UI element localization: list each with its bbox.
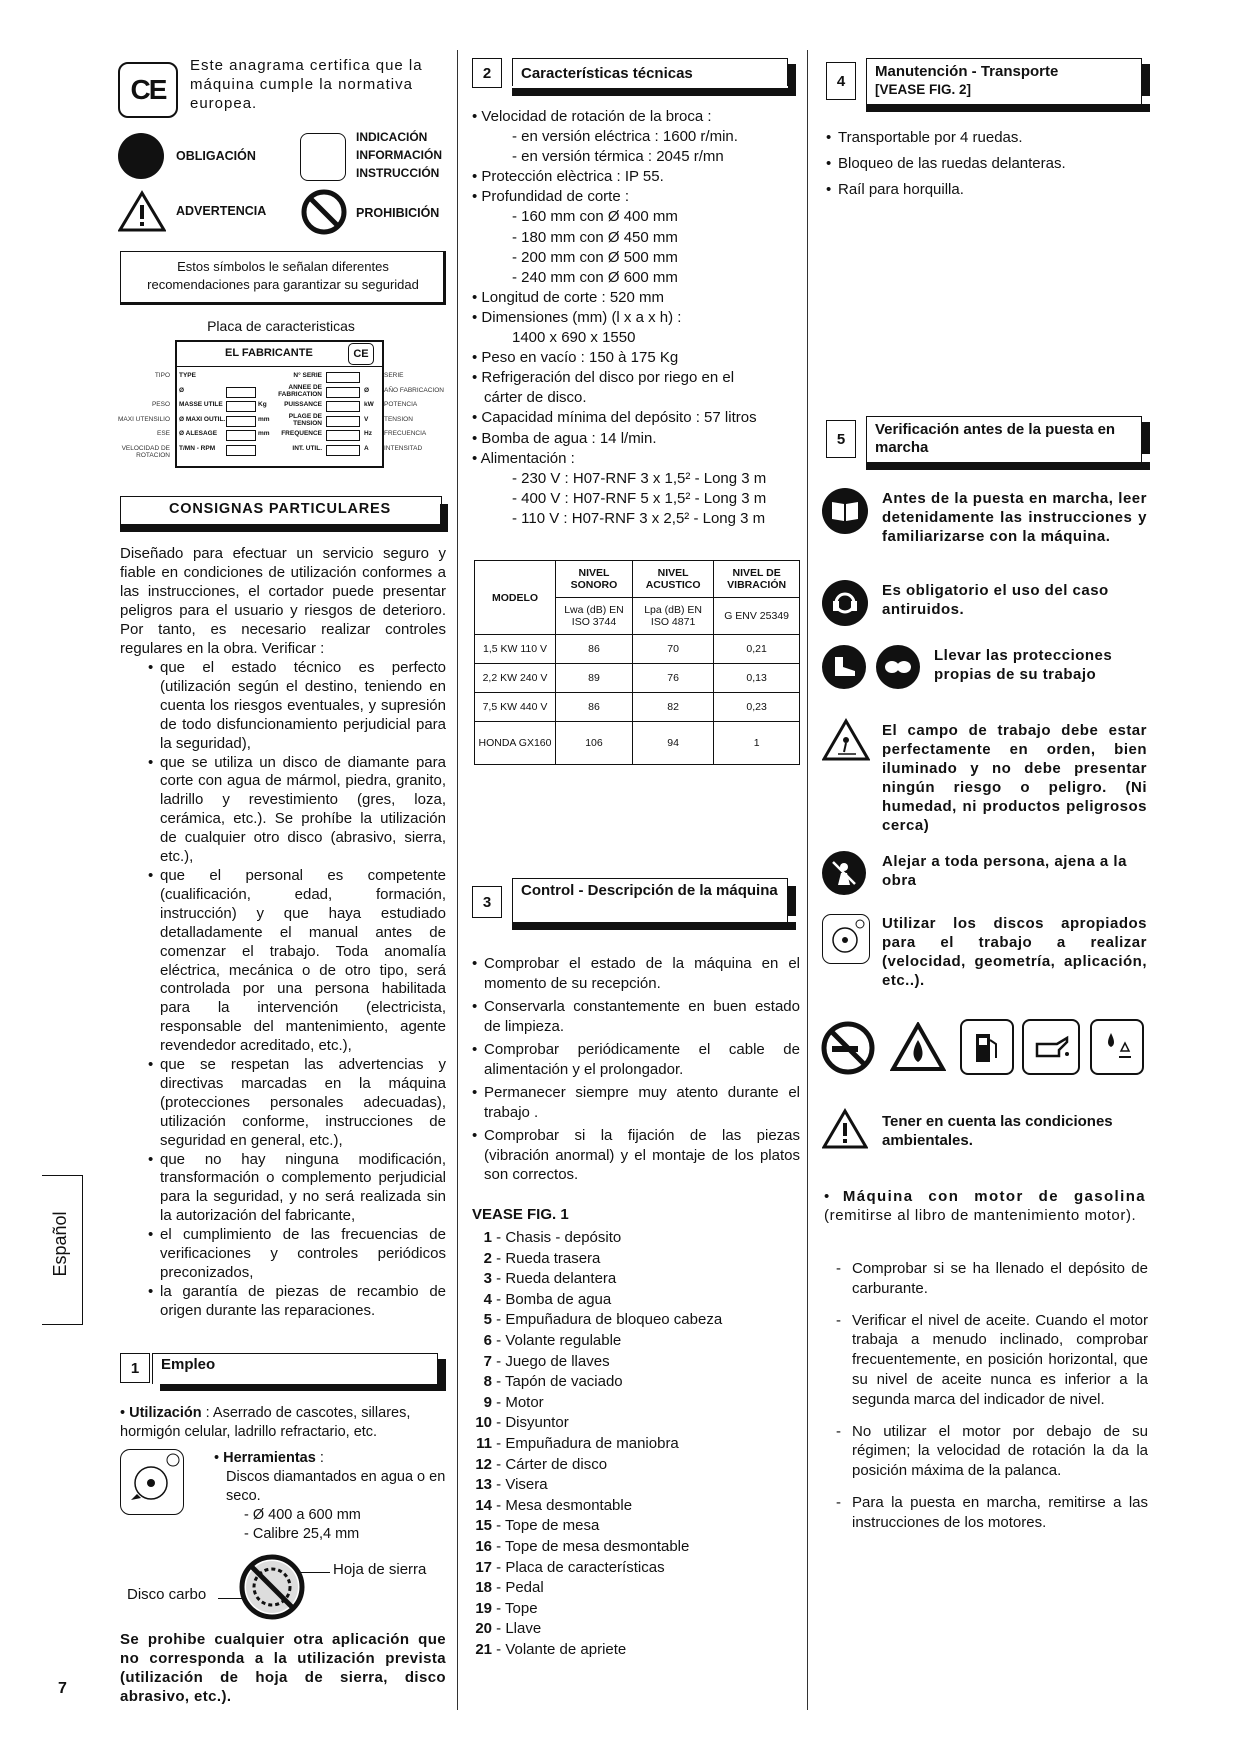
spec-line: • Protección elèctrica : IP 55. xyxy=(472,168,664,186)
control-item: • Permanecer siempre muy atento durante el trabajo . xyxy=(472,1083,800,1122)
transport-item: • Bloqueo de las ruedas delanteras. xyxy=(826,151,1146,177)
list-item xyxy=(472,1413,802,1434)
list-item xyxy=(472,1434,802,1455)
gas-intro: • Máquina con motor de gasolina (remitirse al libro de mantenimiento motor). xyxy=(824,1188,1146,1224)
no-smoking-icon xyxy=(820,1020,876,1076)
list-item xyxy=(472,1352,802,1373)
plate-label: ESE xyxy=(156,430,170,437)
list-item xyxy=(472,1537,802,1558)
list-item-number: 3 xyxy=(483,1270,492,1288)
table-row xyxy=(475,664,800,693)
page-number: 7 xyxy=(58,1680,67,1697)
advertencia-label: ADVERTENCIA xyxy=(176,204,267,218)
spec-line: - 180 mm con Ø 450 mm xyxy=(512,228,678,246)
section-3-title: Control - Descripción de la máquina xyxy=(512,878,788,922)
plate-label: V xyxy=(364,415,369,423)
list-item xyxy=(472,1496,802,1517)
plate-label: A xyxy=(364,444,369,452)
obligation-circle-icon xyxy=(118,133,164,179)
list-item-number: 5 xyxy=(483,1311,492,1329)
table-cell: 1 xyxy=(714,722,800,765)
table-cell: 94 xyxy=(632,722,713,765)
plate-label: kW xyxy=(364,401,374,408)
list-item-text: - Empuñadura de bloqueo cabeza xyxy=(492,1311,723,1329)
section-1-number: 1 xyxy=(120,1353,150,1383)
prohibicion-label: PROHIBICIÓN xyxy=(356,206,440,220)
consignas-header-rshadow xyxy=(440,504,448,532)
table-subheader: Lpa (dB) EN ISO 4871 xyxy=(632,598,713,635)
plate-label: PUISSANCE xyxy=(284,401,322,408)
fig1-title: VEASE FIG. 1 xyxy=(472,1206,569,1223)
list-item-text: - Volante regulable xyxy=(492,1331,622,1349)
plate-field xyxy=(326,387,360,398)
spec-line: • Alimentación : xyxy=(472,449,575,467)
table-row xyxy=(475,693,800,722)
ce-description: Este anagrama certifica que la máquina cumple la normativa europea. xyxy=(190,57,423,112)
list-item-number: 7 xyxy=(483,1352,492,1370)
table-row xyxy=(475,635,800,664)
list-item-number: 15 xyxy=(475,1517,492,1535)
spec-line: • Peso en vacío : 150 à 175 Kg xyxy=(472,349,679,367)
section-4-header xyxy=(826,58,1142,97)
consignas-list xyxy=(148,659,446,1321)
control-item: • Comprobar el estado de la máquina en el momento de su recepción. xyxy=(472,954,800,993)
plate-label: mm xyxy=(258,430,270,437)
herramientas-size-2: - Calibre 25,4 mm xyxy=(244,1526,360,1542)
water-level-icon xyxy=(1090,1019,1144,1075)
list-item-text: - Tope de mesa xyxy=(492,1517,600,1535)
table-header: NIVEL DE VIBRACIÓN xyxy=(714,561,800,598)
transport-list xyxy=(826,125,1146,203)
transport-item: • Raíl para horquilla. xyxy=(826,177,1146,203)
list-item-text: - Cárter de disco xyxy=(492,1455,608,1473)
list-item-number: 21 xyxy=(475,1640,492,1658)
spec-line: - 230 V : H07-RNF 3 x 1,5² - Long 3 m xyxy=(512,469,767,487)
list-item xyxy=(472,1290,802,1311)
section-4-number: 4 xyxy=(826,62,856,100)
spec-line: • Longitud de corte : 520 mm xyxy=(472,288,665,306)
list-item-number: 16 xyxy=(475,1537,492,1555)
table-cell: 76 xyxy=(632,664,713,693)
indication-square-icon xyxy=(300,133,346,181)
plate-field xyxy=(226,445,256,456)
appropriate-disc-icon xyxy=(822,914,870,964)
spec-line: - 200 mm con Ø 500 mm xyxy=(512,248,678,266)
spec-line: - 400 V : H07-RNF 5 x 1,5² - Long 3 m xyxy=(512,489,767,507)
spec-line: • Profundidad de corte : xyxy=(472,188,630,206)
hoja-pointer xyxy=(300,1572,330,1573)
plate-label: Ø ALESAGE xyxy=(179,430,218,437)
utilizacion-text: • Utilización : Aserrado de cascotes, sillares, hormigón celular, ladrillo refractario, etc. xyxy=(120,1405,411,1440)
list-item xyxy=(472,1393,802,1414)
ce-mark-icon: CE xyxy=(118,62,178,118)
table-cell: 82 xyxy=(632,693,713,722)
ear-protection-icon xyxy=(822,580,868,626)
ambient-text: Tener en cuenta las condiciones ambientales. xyxy=(882,1113,1113,1149)
section-3-number: 3 xyxy=(472,886,502,918)
consignas-item: • que el estado técnico es perfecto (utilización según el destino, teniendo en cuenta los riesgos eventuales, y supresión de todo disfuncionamiento perjudicial para la seguridad), xyxy=(148,659,446,754)
plate-label: T/MN - RPM xyxy=(179,444,216,452)
flammable-warning-icon xyxy=(890,1022,946,1072)
list-item-number: 12 xyxy=(475,1455,492,1473)
control-item: • Comprobar periódicamente el cable de alimentación y el prolongador. xyxy=(472,1040,800,1079)
plate-field xyxy=(326,401,360,412)
plate-label: VELOCIDAD DE ROTACION xyxy=(121,444,170,459)
check-item-6: Utilizar los discos apropiados para el trabajo a realizar (velocidad, geometría, aplicación, etc..). xyxy=(882,915,1147,989)
check-item-1: Antes de la puesta en marcha, leer detenidamente las instrucciones y familiarizarse con la máquina. xyxy=(882,490,1147,545)
plate-label: TENSION xyxy=(384,415,413,423)
transport-item: • Transportable por 4 ruedas. xyxy=(826,125,1146,151)
table-header: NIVEL ACUSTICO xyxy=(632,561,713,598)
table-subheader: G ENV 25349 xyxy=(714,598,800,635)
list-item-text: - Pedal xyxy=(492,1579,544,1597)
plate-title: Placa de caracteristicas xyxy=(207,318,355,334)
list-item-text: - Tope xyxy=(492,1599,538,1617)
section-5-number: 5 xyxy=(826,420,856,458)
obligacion-label: OBLIGACIÓN xyxy=(176,149,256,163)
plate-label: mm xyxy=(258,415,270,423)
list-item-text: - Llave xyxy=(492,1620,542,1638)
plate-field xyxy=(226,416,256,427)
section-5-title: Verificación antes de la puesta en marcha xyxy=(866,416,1142,462)
consignas-item: • que no hay ninguna modificación, transformación o complemento perjudicial para la seguridad, y no será realizada sin la autorización del fabricante, xyxy=(148,1151,446,1227)
section-2-number: 2 xyxy=(472,58,502,88)
plate-ce-icon: CE xyxy=(348,343,374,365)
plate-field xyxy=(226,387,256,398)
list-item-number: 8 xyxy=(483,1373,492,1391)
hoja-label: Hoja de sierra xyxy=(333,1561,427,1578)
section-3-header xyxy=(472,878,788,911)
table-cell: 0,13 xyxy=(714,664,800,693)
table-cell: HONDA GX160 xyxy=(475,722,556,765)
list-item xyxy=(472,1331,802,1352)
table-cell: 86 xyxy=(556,635,633,664)
control-list xyxy=(472,954,800,1185)
list-item-text: - Disyuntor xyxy=(492,1414,569,1432)
manual-book-icon xyxy=(822,488,868,534)
list-item-text: - Rueda trasera xyxy=(492,1249,601,1267)
plate-label: MAXI UTENSILIO xyxy=(117,415,170,423)
list-item-number: 6 xyxy=(483,1331,492,1349)
herramientas-desc: Discos diamantados en agua o en seco. xyxy=(226,1469,446,1504)
ambient-warning-icon xyxy=(822,1108,868,1150)
table-cell: 1,5 KW 110 V xyxy=(475,635,556,664)
list-item-number: 2 xyxy=(483,1249,492,1267)
noise-vibration-table xyxy=(474,560,800,765)
herramientas-size-1: - Ø 400 a 600 mm xyxy=(244,1507,361,1523)
spec-line: • Refrigeración del disco por riego en el xyxy=(472,369,735,387)
plate-field xyxy=(226,401,256,412)
plate-label: PLAGE DE TENSION xyxy=(288,412,322,427)
plate-label: ANNEE DE FABRICATION xyxy=(278,383,322,398)
indicacion-label-2: INFORMACIÓN xyxy=(356,148,442,162)
list-item-text: - Chasis - depósito xyxy=(492,1229,622,1246)
disco-pointer xyxy=(218,1598,244,1599)
symbols-note: Estos símbolos le señalan diferentes recomendaciones para garantizar su seguridad xyxy=(147,259,419,292)
plate-field xyxy=(326,430,360,441)
plate-label: Ø xyxy=(179,386,185,394)
plate-label: TYPE xyxy=(179,372,196,379)
column-divider-2 xyxy=(807,50,808,1710)
list-item-text: - Tope de mesa desmontable xyxy=(492,1537,690,1555)
list-item-text: - Volante de apriete xyxy=(492,1640,627,1658)
list-item-number: 1 xyxy=(483,1229,492,1246)
work-area-warning-icon xyxy=(822,718,870,762)
oil-can-icon xyxy=(1022,1019,1080,1075)
spec-line: • Velocidad de rotación de la broca : xyxy=(472,108,712,125)
section-2-header xyxy=(472,58,788,88)
list-item xyxy=(472,1475,802,1496)
list-item xyxy=(472,1578,802,1599)
plate-field xyxy=(226,430,256,441)
list-item-text: - Tapón de vaciado xyxy=(492,1373,623,1391)
warning-triangle-icon xyxy=(118,190,166,232)
spec-line: - 110 V : H07-RNF 3 x 2,5² - Long 3 m xyxy=(512,509,766,527)
plate-label: MASSE UTILE xyxy=(179,401,223,408)
table-row xyxy=(475,722,800,765)
table-cell: 70 xyxy=(632,635,713,664)
list-item-number: 20 xyxy=(475,1620,492,1638)
table-cell: 0,23 xyxy=(714,693,800,722)
list-item-text: - Rueda delantera xyxy=(492,1270,617,1288)
gas-item: - Verificar el nivel de aceite. Cuando el motor trabaja a menudo inclinado, comprobar frecuentemente, en posición horizontal, que su nivel de aceite nunca es inferior a la segunda marca del indicador de nivel. xyxy=(826,1311,1148,1410)
check-item-3: Llevar las protecciones propias de su trabajo xyxy=(934,647,1113,683)
list-item-text: - Mesa desmontable xyxy=(492,1496,633,1514)
spec-line: • Dimensiones (mm) (l x a x h) : xyxy=(472,308,682,326)
plate-field xyxy=(326,416,360,427)
safety-boot-icon xyxy=(822,645,866,689)
list-item-text: - Visera xyxy=(492,1476,548,1494)
plate-field xyxy=(326,445,360,456)
plate-label: Ø MAXI OUTIL. xyxy=(179,415,226,423)
spec-line: • Capacidad mínima del depósito : 57 litros xyxy=(472,409,757,427)
spec-line: - 240 mm con Ø 600 mm xyxy=(512,268,678,286)
plate-label: AÑO FABRICACION xyxy=(384,386,444,394)
table-header: MODELO xyxy=(475,561,556,635)
consignas-title: CONSIGNAS PARTICULARES xyxy=(169,501,391,517)
table-subheader: Lwa (dB) EN ISO 3744 xyxy=(556,598,633,635)
section-2-title: Características técnicas xyxy=(512,58,788,86)
table-cell: 7,5 KW 440 V xyxy=(475,693,556,722)
list-item xyxy=(472,1310,802,1331)
list-item-number: 17 xyxy=(475,1558,492,1576)
plate-label: FRECUENCIA xyxy=(384,430,427,437)
list-item xyxy=(472,1372,802,1393)
column-divider-1 xyxy=(457,50,458,1710)
list-item xyxy=(472,1619,802,1640)
gas-list xyxy=(826,1259,1148,1533)
fuel-pump-icon xyxy=(960,1019,1014,1075)
consignas-item: • la garantía de piezas de recambio de origen durante las reparaciones. xyxy=(148,1283,446,1321)
tools-disc-icon xyxy=(120,1449,184,1515)
gas-item: - Para la puesta en marcha, remitirse a las instrucciones de los motores. xyxy=(826,1493,1148,1533)
table-header-row xyxy=(475,561,800,598)
section-4-title: Manutención - Transporte xyxy=(875,63,1059,80)
check-item-5: Alejar a toda persona, ajena a la obra xyxy=(882,853,1127,889)
gas-item: - Comprobar si se ha llenado el depósito de carburante. xyxy=(826,1259,1148,1299)
plate-label: INT. UTIL. xyxy=(292,444,322,452)
list-item-number: 18 xyxy=(475,1579,492,1597)
list-item-number: 11 xyxy=(476,1434,492,1452)
check-item-2: Es obligatorio el uso del caso antiruidos. xyxy=(882,582,1109,618)
table-header: NIVEL SONORO xyxy=(556,561,633,598)
section-1-header xyxy=(120,1353,438,1383)
list-item-number: 4 xyxy=(483,1290,492,1308)
plate-label: FREQUENCE xyxy=(281,430,322,437)
consignas-item: • el cumplimiento de las frecuencias de verificaciones y controles periódicos preconizados, xyxy=(148,1226,446,1283)
spec-line: - 160 mm con Ø 400 mm xyxy=(512,208,678,226)
keep-away-persons-icon xyxy=(822,851,866,895)
fig1-list xyxy=(472,1228,802,1660)
indicacion-label-1: INDICACIÓN xyxy=(356,130,428,144)
prohibe-text: Se prohibe cualquier otra aplicación que no corresponda a la utilización prevista (utilización de hoja de sierra, disco abrasivo, etc.). xyxy=(120,1631,446,1705)
safety-goggles-icon xyxy=(876,645,920,689)
list-item-number: 10 xyxy=(475,1414,492,1432)
table-cell: 86 xyxy=(556,693,633,722)
plate-label: N° SERIE xyxy=(293,372,322,379)
spec-line: - en versión eléctrica : 1600 r/min. xyxy=(512,128,738,146)
list-item-text: - Empuñadura de maniobra xyxy=(492,1434,679,1452)
list-item xyxy=(472,1228,802,1249)
technical-specs xyxy=(472,107,802,529)
spec-line: • Bomba de agua : 14 l/min. xyxy=(472,429,657,447)
herramientas-block: • Herramientas : Discos diamantados en agua o en seco. - Ø 400 a 600 mm - Calibre 25,4 mm xyxy=(214,1449,450,1544)
list-item-number: 14 xyxy=(475,1496,492,1514)
plate-label: Ø xyxy=(364,386,370,394)
plate-maker: EL FABRICANTE xyxy=(225,347,313,359)
plate-label: PESO xyxy=(151,401,170,408)
plate-label: SERIE xyxy=(384,372,404,379)
plate-header-line xyxy=(175,366,382,367)
plate-field xyxy=(326,372,360,383)
consignas-item: • que el personal es competente (cualificación, edad, formación, instrucción) y que haya estudiado detalladamente el manual antes de comenzar el trabajo. Toda anomalía eléctrica, mecánica o de otro tipo, será controlada por una persona habilitada para la intervención (electricista, responsable del mantenimiento, agente revendedor acreditado, etc.), xyxy=(148,867,446,1056)
section-4-title-box xyxy=(866,58,1142,104)
plate-label: TIPO xyxy=(154,372,170,379)
list-item xyxy=(472,1249,802,1270)
table-cell: 89 xyxy=(556,664,633,693)
plate-label: Hz xyxy=(364,430,372,437)
spec-line: 1400 x 690 x 1550 xyxy=(512,329,636,347)
plate-label: POTENCIA xyxy=(384,401,418,408)
list-item xyxy=(472,1269,802,1290)
list-item xyxy=(472,1516,802,1537)
consignas-item: • que se utiliza un disco de diamante para corte con agua de mármol, piedra, granito, ladrillo y revestimiento (gres, loza, cerámica, etc.). Se prohíbe la utilización de cualquier otro disco (abrasivo, sierra, etc.), xyxy=(148,754,446,867)
list-item-number: 19 xyxy=(475,1599,492,1617)
consignas-header-shadow xyxy=(120,524,448,532)
list-item xyxy=(472,1599,802,1620)
disco-label: Disco carbo xyxy=(127,1586,207,1603)
section-4-subtitle: [VEASE FIG. 2] xyxy=(875,82,972,97)
list-item-text: - Bomba de agua xyxy=(492,1290,612,1308)
language-tab-label: Español xyxy=(50,1211,70,1277)
table-cell: 0,21 xyxy=(714,635,800,664)
spec-line: - en versión térmica : 2045 r/mn xyxy=(512,148,724,166)
list-item-number: 13 xyxy=(475,1476,492,1494)
section-1-title: Empleo xyxy=(152,1353,438,1384)
spec-line: cárter de disco. xyxy=(484,389,587,407)
no-saw-blade-icon xyxy=(238,1553,306,1621)
control-item: • Conservarla constantemente en buen estado de limpieza. xyxy=(472,997,800,1036)
plate-label: INTENSITAD xyxy=(384,444,423,452)
indicacion-label-3: INSTRUCCIÓN xyxy=(356,166,440,180)
list-item-number: 9 xyxy=(483,1393,492,1411)
list-item-text: - Juego de llaves xyxy=(492,1352,610,1370)
table-cell: 106 xyxy=(556,722,633,765)
consignas-item: • que se respetan las advertencias y directivas marcadas en la máquina (protecciones personales adecuadas), utilización conforme, instrucciones de seguridad en general, etc.), xyxy=(148,1056,446,1151)
list-item-text: - Motor xyxy=(492,1393,544,1411)
table-cell: 2,2 KW 240 V xyxy=(475,664,556,693)
consignas-intro: Diseñado para efectuar un servicio seguro y fiable en condiciones de utilización conformes a las instrucciones, el cortador puede presentar peligros para el usuario y riesgos de deterioro. Por tanto, es necesario realizar controles regulares en la obra. Verificar : xyxy=(120,545,446,657)
gas-item: - No utilizar el motor por debajo de su régimen; la velocidad de rotación la da la posición máxima de la palanca. xyxy=(826,1422,1148,1481)
list-item-text: - Placa de características xyxy=(492,1558,665,1576)
control-item: • Comprobar si la fijación de las piezas (vibración anormal) y el montaje de los platos son correctos. xyxy=(472,1126,800,1185)
list-item xyxy=(472,1640,802,1661)
plate-label: Kg xyxy=(258,401,267,408)
section-5-header xyxy=(826,416,1142,456)
list-item xyxy=(472,1558,802,1579)
check-item-4: El campo de trabajo debe estar perfectamente en orden, bien iluminado y no debe presentar ningún riesgo o peligro. (Ni humedad, ni productos peligrosos cerca) xyxy=(882,722,1147,834)
list-item xyxy=(472,1455,802,1476)
prohibition-icon xyxy=(300,188,348,236)
